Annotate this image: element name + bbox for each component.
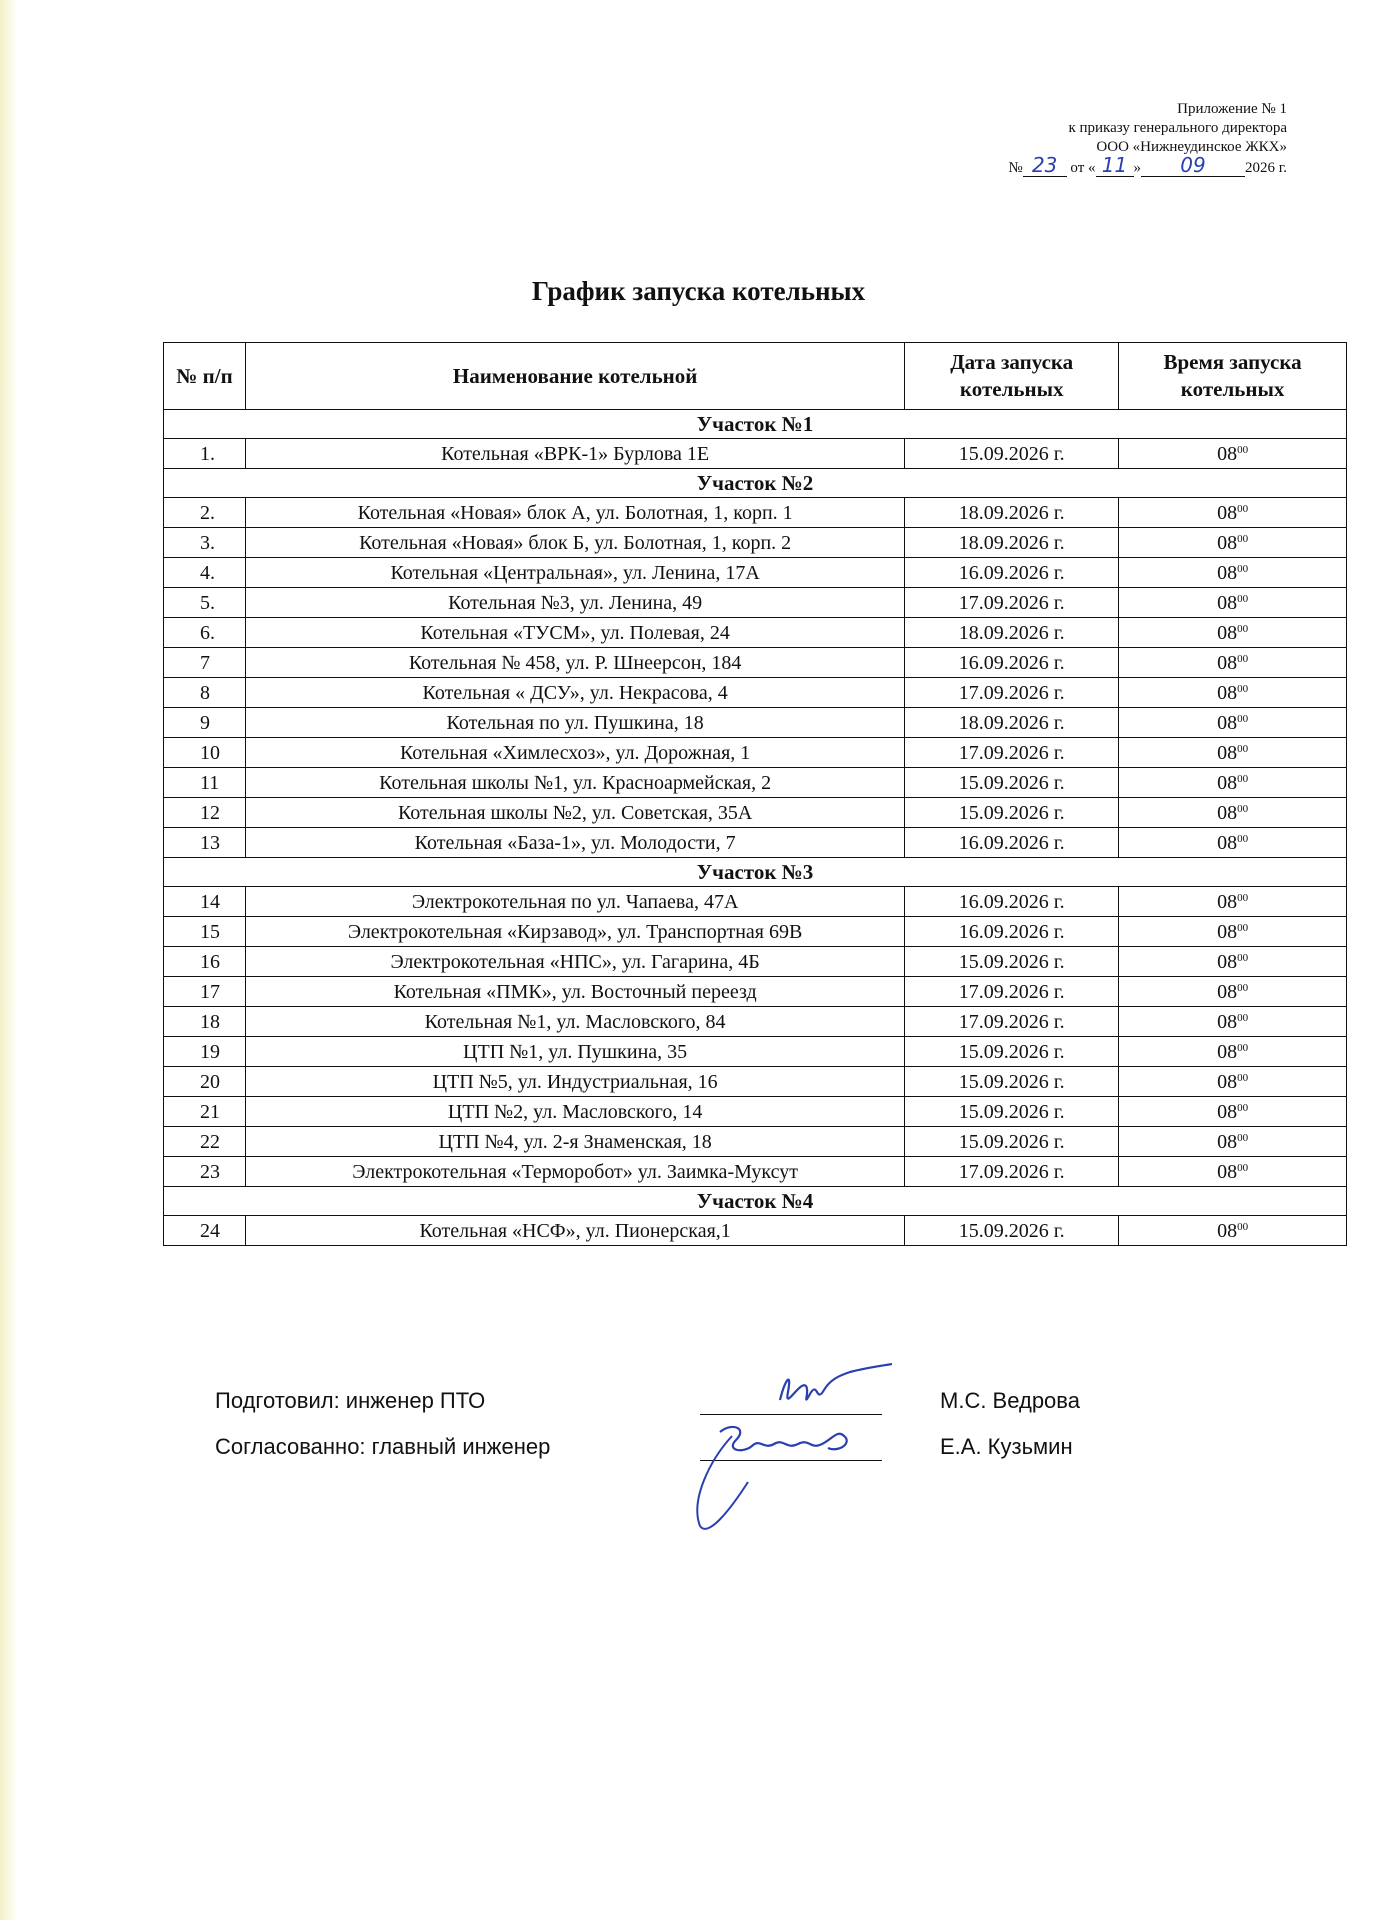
cell-date: 17.09.2026 г. (905, 738, 1119, 768)
time-hours: 08 (1217, 651, 1238, 674)
cell-name: Электрокотельная «НПС», ул. Гагарина, 4Б (245, 947, 904, 977)
cell-name: Котельная «ВРК-1» Бурлова 1Е (245, 439, 904, 469)
time-minutes: 00 (1237, 682, 1249, 695)
table-row (164, 768, 1347, 798)
cell-num: 8 (164, 678, 246, 708)
cell-name: Котельная №1, ул. Масловского, 84 (245, 1007, 904, 1037)
appendix-line-2: к приказу генерального директора (1068, 120, 1287, 136)
time-minutes: 00 (1237, 532, 1249, 545)
cell-date: 16.09.2026 г. (905, 887, 1119, 917)
time-minutes: 00 (1237, 1101, 1249, 1114)
time-hours: 08 (1217, 561, 1238, 584)
time-minutes: 00 (1237, 502, 1249, 515)
order-year: 2026 г. (1245, 160, 1287, 176)
cell-num: 6. (164, 618, 246, 648)
cell-time (1119, 1216, 1347, 1246)
order-day-close: » (1133, 160, 1142, 176)
cell-time (1119, 768, 1347, 798)
cell-time (1119, 1097, 1347, 1127)
cell-time (1119, 1037, 1347, 1067)
cell-num: 1. (164, 439, 246, 469)
cell-date: 16.09.2026 г. (905, 917, 1119, 947)
cell-time (1119, 588, 1347, 618)
cell-num: 2. (164, 498, 246, 528)
order-date-prefix: от « (1070, 160, 1096, 176)
table-row (164, 678, 1347, 708)
cell-name: ЦТП №4, ул. 2-я Знаменская, 18 (245, 1127, 904, 1157)
cell-name: Электрокотельная «Кирзавод», ул. Транспортная 69В (245, 917, 904, 947)
cell-name: Котельная школы №2, ул. Советская, 35А (245, 798, 904, 828)
signature-name: Е.А. Кузьмин (940, 1434, 1073, 1459)
time-minutes: 00 (1237, 951, 1249, 964)
table-row (164, 738, 1347, 768)
cell-name: Котельная №3, ул. Ленина, 49 (245, 588, 904, 618)
cell-date: 16.09.2026 г. (905, 648, 1119, 678)
cell-time (1119, 977, 1347, 1007)
cell-name: Котельная «ПМК», ул. Восточный переезд (245, 977, 904, 1007)
section-title: Участок №1 (164, 410, 1347, 439)
cell-time (1119, 917, 1347, 947)
time-minutes: 00 (1237, 1071, 1249, 1084)
cell-name: Электрокотельная «Терморобот» ул. Заимка-Муксут (245, 1157, 904, 1187)
table-row (164, 528, 1347, 558)
signature-label: Согласованно: главный инженер (215, 1434, 551, 1459)
table-row (164, 648, 1347, 678)
table-row (164, 1157, 1347, 1187)
table-row (164, 1007, 1347, 1037)
time-hours: 08 (1217, 1160, 1238, 1183)
time-minutes: 00 (1237, 1220, 1249, 1233)
cell-num: 16 (164, 947, 246, 977)
cell-name: Котельная «Новая» блок А, ул. Болотная, 1, корп. 1 (245, 498, 904, 528)
cell-time (1119, 618, 1347, 648)
section-row (164, 858, 1347, 887)
cell-num: 22 (164, 1127, 246, 1157)
time-minutes: 00 (1237, 1131, 1249, 1144)
appendix-line-3: ООО «Нижнеудинское ЖКХ» (1096, 139, 1287, 155)
table-header-row (164, 343, 1347, 410)
cell-name: Котельная «Химлесхоз», ул. Дорожная, 1 (245, 738, 904, 768)
cell-date: 18.09.2026 г. (905, 708, 1119, 738)
time-hours: 08 (1217, 1010, 1238, 1033)
table-row (164, 1037, 1347, 1067)
cell-time (1119, 1127, 1347, 1157)
time-minutes: 00 (1237, 1161, 1249, 1174)
table-row (164, 439, 1347, 469)
time-minutes: 00 (1237, 742, 1249, 755)
cell-date: 15.09.2026 г. (905, 1037, 1119, 1067)
cell-num: 14 (164, 887, 246, 917)
time-minutes: 00 (1237, 891, 1249, 904)
time-hours: 08 (1217, 801, 1238, 824)
table-row (164, 588, 1347, 618)
time-hours: 08 (1217, 531, 1238, 554)
cell-num: 5. (164, 588, 246, 618)
time-minutes: 00 (1237, 712, 1249, 725)
cell-name: Котельная «Центральная», ул. Ленина, 17А (245, 558, 904, 588)
cell-date: 15.09.2026 г. (905, 1097, 1119, 1127)
time-minutes: 00 (1237, 802, 1249, 815)
header-num: № п/п (164, 343, 246, 410)
time-hours: 08 (1217, 1070, 1238, 1093)
cell-time (1119, 798, 1347, 828)
time-hours: 08 (1217, 1219, 1238, 1242)
cell-time (1119, 708, 1347, 738)
cell-time (1119, 1007, 1347, 1037)
header-name: Наименование котельной (245, 343, 904, 410)
cell-time (1119, 1067, 1347, 1097)
cell-date: 15.09.2026 г. (905, 1216, 1119, 1246)
cell-num: 18 (164, 1007, 246, 1037)
time-hours: 08 (1217, 950, 1238, 973)
cell-num: 9 (164, 708, 246, 738)
table-row (164, 558, 1347, 588)
cell-name: ЦТП №2, ул. Масловского, 14 (245, 1097, 904, 1127)
cell-date: 18.09.2026 г. (905, 618, 1119, 648)
time-minutes: 00 (1237, 592, 1249, 605)
cell-num: 15 (164, 917, 246, 947)
handwritten-signatures-icon (660, 1350, 940, 1530)
cell-time (1119, 1157, 1347, 1187)
cell-name: Котельная школы №1, ул. Красноармейская, 2 (245, 768, 904, 798)
table-row (164, 977, 1347, 1007)
cell-num: 17 (164, 977, 246, 1007)
time-minutes: 00 (1237, 622, 1249, 635)
section-title: Участок №3 (164, 858, 1347, 887)
table-row (164, 828, 1347, 858)
order-month: 09 (1180, 153, 1206, 177)
cell-num: 13 (164, 828, 246, 858)
cell-num: 24 (164, 1216, 246, 1246)
cell-date: 18.09.2026 г. (905, 498, 1119, 528)
cell-date: 15.09.2026 г. (905, 798, 1119, 828)
cell-date: 17.09.2026 г. (905, 977, 1119, 1007)
cell-date: 16.09.2026 г. (905, 558, 1119, 588)
table-row (164, 1067, 1347, 1097)
appendix-order-line (1008, 153, 1287, 178)
order-day: 11 (1101, 153, 1128, 177)
cell-name: Котельная № 458, ул. Р. Шнеерсон, 184 (245, 648, 904, 678)
cell-num: 10 (164, 738, 246, 768)
cell-name: Котельная «Новая» блок Б, ул. Болотная, 1, корп. 2 (245, 528, 904, 558)
table-row (164, 798, 1347, 828)
table-row (164, 498, 1347, 528)
cell-name: ЦТП №5, ул. Индустриальная, 16 (245, 1067, 904, 1097)
time-hours: 08 (1217, 771, 1238, 794)
cell-time (1119, 947, 1347, 977)
time-minutes: 00 (1237, 772, 1249, 785)
time-minutes: 00 (1237, 1011, 1249, 1024)
section-title: Участок №2 (164, 469, 1347, 498)
cell-name: Котельная « ДСУ», ул. Некрасова, 4 (245, 678, 904, 708)
time-hours: 08 (1217, 1100, 1238, 1123)
cell-num: 3. (164, 528, 246, 558)
cell-date: 17.09.2026 г. (905, 1007, 1119, 1037)
cell-num: 19 (164, 1037, 246, 1067)
cell-date: 17.09.2026 г. (905, 588, 1119, 618)
header-time: Время запуска котельных (1119, 343, 1347, 410)
cell-name: Котельная по ул. Пушкина, 18 (245, 708, 904, 738)
time-hours: 08 (1217, 920, 1238, 943)
table-row (164, 1216, 1347, 1246)
order-number: 23 (1031, 153, 1058, 177)
cell-num: 4. (164, 558, 246, 588)
cell-num: 20 (164, 1067, 246, 1097)
time-minutes: 00 (1237, 443, 1249, 456)
table-row (164, 1127, 1347, 1157)
table-row (164, 947, 1347, 977)
time-minutes: 00 (1237, 652, 1249, 665)
table-row (164, 618, 1347, 648)
cell-num: 21 (164, 1097, 246, 1127)
appendix-line-1: Приложение № 1 (1177, 101, 1287, 117)
signature-label: Подготовил: инженер ПТО (215, 1388, 486, 1413)
header-date: Дата запуска котельных (905, 343, 1119, 410)
cell-name: ЦТП №1, ул. Пушкина, 35 (245, 1037, 904, 1067)
cell-name: Котельная «База-1», ул. Молодости, 7 (245, 828, 904, 858)
time-hours: 08 (1217, 621, 1238, 644)
cell-time (1119, 887, 1347, 917)
page-title: График запуска котельных (531, 276, 866, 306)
cell-date: 15.09.2026 г. (905, 439, 1119, 469)
cell-date: 15.09.2026 г. (905, 947, 1119, 977)
appendix-block (1008, 100, 1287, 178)
schedule-table (163, 342, 1347, 1246)
time-hours: 08 (1217, 711, 1238, 734)
time-minutes: 00 (1237, 981, 1249, 994)
time-hours: 08 (1217, 501, 1238, 524)
cell-date: 15.09.2026 г. (905, 1127, 1119, 1157)
cell-time (1119, 498, 1347, 528)
cell-date: 18.09.2026 г. (905, 528, 1119, 558)
cell-num: 11 (164, 768, 246, 798)
time-hours: 08 (1217, 1040, 1238, 1063)
section-row (164, 1187, 1347, 1216)
time-hours: 08 (1217, 681, 1238, 704)
time-hours: 08 (1217, 741, 1238, 764)
section-title: Участок №4 (164, 1187, 1347, 1216)
cell-time (1119, 528, 1347, 558)
cell-date: 15.09.2026 г. (905, 768, 1119, 798)
cell-time (1119, 558, 1347, 588)
table-body (164, 410, 1347, 1246)
cell-date: 17.09.2026 г. (905, 678, 1119, 708)
table-row (164, 887, 1347, 917)
section-row (164, 410, 1347, 439)
order-number-prefix: № (1008, 160, 1023, 176)
cell-time (1119, 828, 1347, 858)
time-hours: 08 (1217, 980, 1238, 1003)
time-minutes: 00 (1237, 921, 1249, 934)
cell-date: 15.09.2026 г. (905, 1067, 1119, 1097)
cell-time (1119, 439, 1347, 469)
table-row (164, 708, 1347, 738)
cell-num: 7 (164, 648, 246, 678)
time-hours: 08 (1217, 442, 1238, 465)
time-minutes: 00 (1237, 1041, 1249, 1054)
time-hours: 08 (1217, 1130, 1238, 1153)
time-hours: 08 (1217, 831, 1238, 854)
cell-time (1119, 738, 1347, 768)
cell-num: 12 (164, 798, 246, 828)
cell-time (1119, 678, 1347, 708)
time-hours: 08 (1217, 890, 1238, 913)
time-minutes: 00 (1237, 562, 1249, 575)
cell-name: Котельная «ТУСМ», ул. Полевая, 24 (245, 618, 904, 648)
time-hours: 08 (1217, 591, 1238, 614)
table-row (164, 1097, 1347, 1127)
time-minutes: 00 (1237, 832, 1249, 845)
cell-date: 17.09.2026 г. (905, 1157, 1119, 1187)
order-month-field (1141, 153, 1245, 177)
signature-name: М.С. Ведрова (940, 1388, 1080, 1413)
cell-date: 16.09.2026 г. (905, 828, 1119, 858)
order-number-field (1023, 153, 1067, 177)
cell-name: Электрокотельная по ул. Чапаева, 47А (245, 887, 904, 917)
table-row (164, 917, 1347, 947)
cell-name: Котельная «НСФ», ул. Пионерская,1 (245, 1216, 904, 1246)
cell-time (1119, 648, 1347, 678)
section-row (164, 469, 1347, 498)
cell-num: 23 (164, 1157, 246, 1187)
order-day-field (1096, 153, 1134, 177)
